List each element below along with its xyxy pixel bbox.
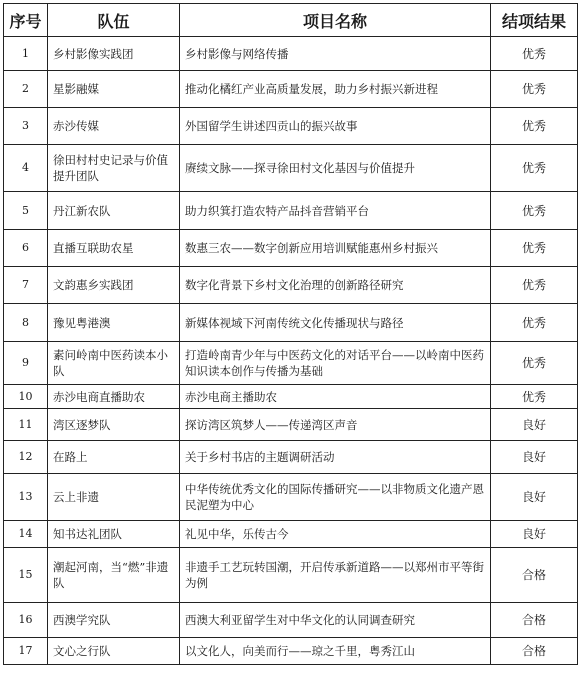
table-row: [4, 145, 578, 192]
table-row: [4, 37, 578, 71]
team-name: 在路上: [48, 441, 180, 474]
row-number: 2: [4, 71, 48, 108]
table-row: [4, 230, 578, 267]
project-name: 以文化人，向美而行——琼之千里，粤秀江山: [180, 638, 491, 665]
project-name: 推动化橘红产业高质量发展，助力乡村振兴新进程: [180, 71, 491, 108]
row-number: 14: [4, 521, 48, 548]
row-number: 17: [4, 638, 48, 665]
row-number: 10: [4, 385, 48, 409]
project-name: 数惠三农——数字创新应用培训赋能惠州乡村振兴: [180, 230, 491, 267]
project-name: 赤沙电商主播助农: [180, 385, 491, 409]
row-number: 11: [4, 409, 48, 441]
team-name: 潮起河南，当“燃”非遗队: [48, 548, 180, 603]
table-row: [4, 548, 578, 603]
team-name: 豫见粤港澳: [48, 304, 180, 342]
table-row: [4, 342, 578, 385]
result: 优秀: [491, 385, 578, 409]
result: 良好: [491, 441, 578, 474]
row-number: 3: [4, 108, 48, 145]
table-row: [4, 385, 578, 409]
table-row: [4, 441, 578, 474]
table-row: [4, 474, 578, 521]
team-name: 星影融媒: [48, 71, 180, 108]
project-name: 数字化背景下乡村文化治理的创新路径研究: [180, 267, 491, 304]
result: 优秀: [491, 192, 578, 230]
result: 优秀: [491, 71, 578, 108]
result: 良好: [491, 521, 578, 548]
project-name: 非遗手工艺玩转国潮，开启传承新道路——以郑州市平等街为例: [180, 548, 491, 603]
result: 优秀: [491, 145, 578, 192]
header-no: 序号: [4, 4, 48, 37]
row-number: 1: [4, 37, 48, 71]
team-name: 丹江新农队: [48, 192, 180, 230]
table-row: [4, 603, 578, 638]
team-name: 乡村影像实践团: [48, 37, 180, 71]
row-number: 4: [4, 145, 48, 192]
team-name: 徐田村村史记录与价值提升团队: [48, 145, 180, 192]
table-row: [4, 304, 578, 342]
row-number: 6: [4, 230, 48, 267]
project-name: 乡村影像与网络传播: [180, 37, 491, 71]
result: 优秀: [491, 230, 578, 267]
row-number: 8: [4, 304, 48, 342]
row-number: 12: [4, 441, 48, 474]
team-name: 湾区逐梦队: [48, 409, 180, 441]
table-row: [4, 267, 578, 304]
result: 良好: [491, 474, 578, 521]
row-number: 15: [4, 548, 48, 603]
team-name: 西澳学究队: [48, 603, 180, 638]
result: 优秀: [491, 37, 578, 71]
project-name: 打造岭南青少年与中医药文化的对话平台——以岭南中医药知识读本创作与传播为基础: [180, 342, 491, 385]
table-row: [4, 521, 578, 548]
team-name: 文心之行队: [48, 638, 180, 665]
result: 优秀: [491, 304, 578, 342]
result: 合格: [491, 548, 578, 603]
team-name: 素问岭南中医药读本小队: [48, 342, 180, 385]
results-table: [3, 3, 578, 665]
project-name: 外国留学生讲述四贡山的振兴故事: [180, 108, 491, 145]
project-name: 中华传统优秀文化的国际传播研究——以非物质文化遗产恩民泥塑为中心: [180, 474, 491, 521]
row-number: 13: [4, 474, 48, 521]
project-name: 新媒体视域下河南传统文化传播现状与路径: [180, 304, 491, 342]
row-number: 7: [4, 267, 48, 304]
row-number: 9: [4, 342, 48, 385]
team-name: 云上非遗: [48, 474, 180, 521]
row-number: 16: [4, 603, 48, 638]
table-row: [4, 192, 578, 230]
team-name: 知书达礼团队: [48, 521, 180, 548]
result: 优秀: [491, 108, 578, 145]
project-name: 礼见中华，乐传古今: [180, 521, 491, 548]
header-team: 队伍: [48, 4, 180, 37]
table-row: [4, 409, 578, 441]
header-row: [4, 4, 578, 37]
table-row: [4, 108, 578, 145]
project-name: 赓续文脉——探寻徐田村文化基因与价值提升: [180, 145, 491, 192]
header-result: 结项结果: [491, 4, 578, 37]
table-row: [4, 71, 578, 108]
table-row: [4, 638, 578, 665]
team-name: 赤沙电商直播助农: [48, 385, 180, 409]
result: 合格: [491, 603, 578, 638]
result: 合格: [491, 638, 578, 665]
team-name: 赤沙传媒: [48, 108, 180, 145]
team-name: 直播互联助农星: [48, 230, 180, 267]
project-name: 探访湾区筑梦人——传递湾区声音: [180, 409, 491, 441]
result: 优秀: [491, 267, 578, 304]
project-name: 西澳大利亚留学生对中华文化的认同调查研究: [180, 603, 491, 638]
row-number: 5: [4, 192, 48, 230]
result: 良好: [491, 409, 578, 441]
header-project: 项目名称: [180, 4, 491, 37]
result: 优秀: [491, 342, 578, 385]
team-name: 文韵惠乡实践团: [48, 267, 180, 304]
project-name: 关于乡村书店的主题调研活动: [180, 441, 491, 474]
project-name: 助力织箕打造农特产品抖音营销平台: [180, 192, 491, 230]
